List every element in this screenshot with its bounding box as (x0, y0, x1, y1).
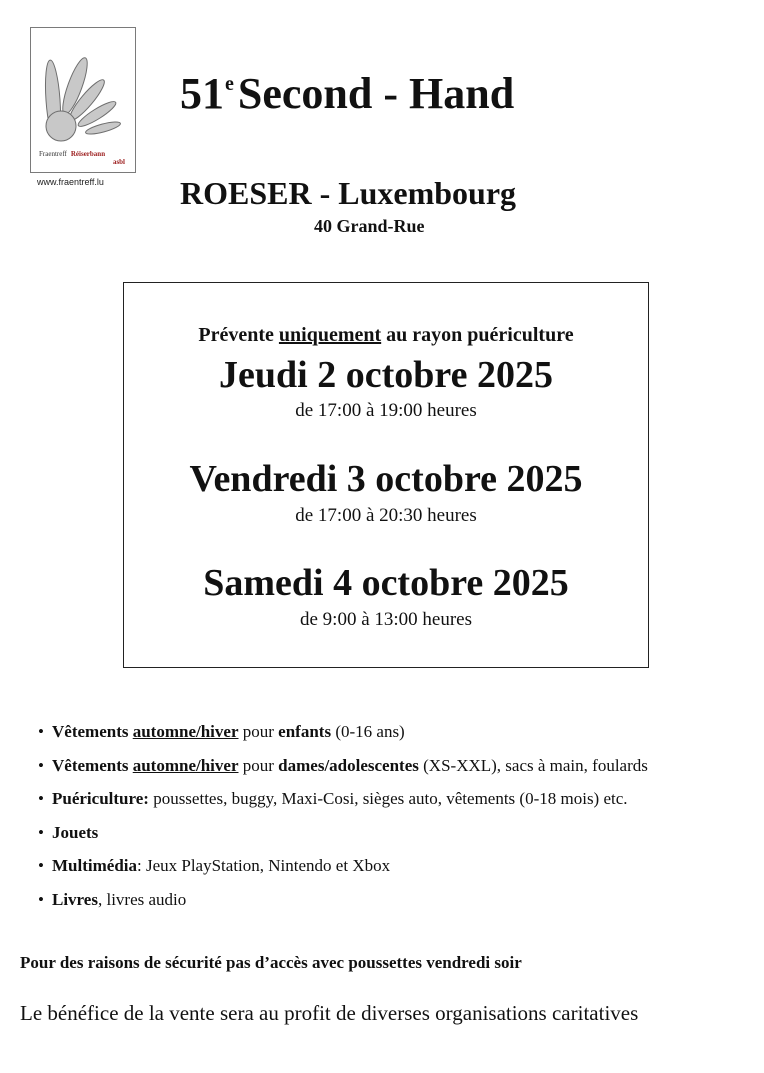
bullet-icon: • (38, 789, 44, 808)
bullet-icon: • (38, 856, 44, 875)
presale-suffix: au rayon puériculture (386, 324, 574, 346)
bullet-icon: • (38, 722, 44, 741)
list-item: • Livres, livres audio (38, 889, 187, 909)
logo-flower-center (46, 111, 76, 141)
safety-note: Pour des raisons de sécurité pas d’accès avec poussettes vendredi soir (20, 953, 522, 972)
logo-org-suffix: asbl (112, 158, 125, 166)
list-item: • Vêtements automne/hiver pour enfants (0-16 ans) (38, 722, 405, 741)
bullet-icon: • (38, 889, 44, 909)
page-title (180, 68, 514, 128)
day-hours: de 17:00 à 20:30 heures (295, 505, 477, 526)
edition-number: 51 (180, 69, 224, 118)
schedule-box (123, 282, 649, 668)
bullet-icon: • (38, 755, 44, 775)
logo-url: www.fraentreff.lu (37, 177, 104, 187)
logo (30, 27, 136, 173)
presale-emphasis: uniquement (278, 324, 382, 346)
bullet-icon: • (38, 822, 44, 842)
event-city: ROESER - Luxembourg (180, 175, 517, 211)
items-list (38, 721, 758, 922)
edition-superscript: e (225, 73, 234, 95)
logo-caption (39, 150, 129, 166)
list-item: • Jouets (38, 822, 99, 842)
presale-note (124, 323, 648, 347)
day-date: Vendredi 3 octobre 2025 (189, 458, 583, 500)
day-hours: de 9:00 à 13:00 heures (299, 609, 472, 630)
logo-org-name: Fraentreff (39, 150, 67, 158)
list-item: • Multimédia: Jeux PlayStation, Nintendo et Xbox (38, 856, 391, 875)
list-item: • Vêtements automne/hiver pour dames/adolescentes (XS-XXL), sacs à main, foulards (38, 755, 648, 775)
day-hours: de 17:00 à 19:00 heures (295, 400, 477, 421)
logo-org-place: Réiserbann (70, 150, 106, 158)
event-title: Second - Hand (237, 69, 515, 118)
profit-note: Le bénéfice de la vente sera au profit de diverses organisations caritatives (20, 1001, 639, 1025)
day-date: Samedi 4 octobre 2025 (203, 562, 569, 604)
day-date: Jeudi 2 octobre 2025 (219, 354, 553, 396)
event-street: 40 Grand-Rue (314, 216, 425, 236)
presale-prefix: Prévente (198, 324, 274, 346)
list-item: • Puériculture: poussettes, buggy, Maxi-Cosi, sièges auto, vêtements (0-18 mois) etc. (38, 789, 628, 808)
